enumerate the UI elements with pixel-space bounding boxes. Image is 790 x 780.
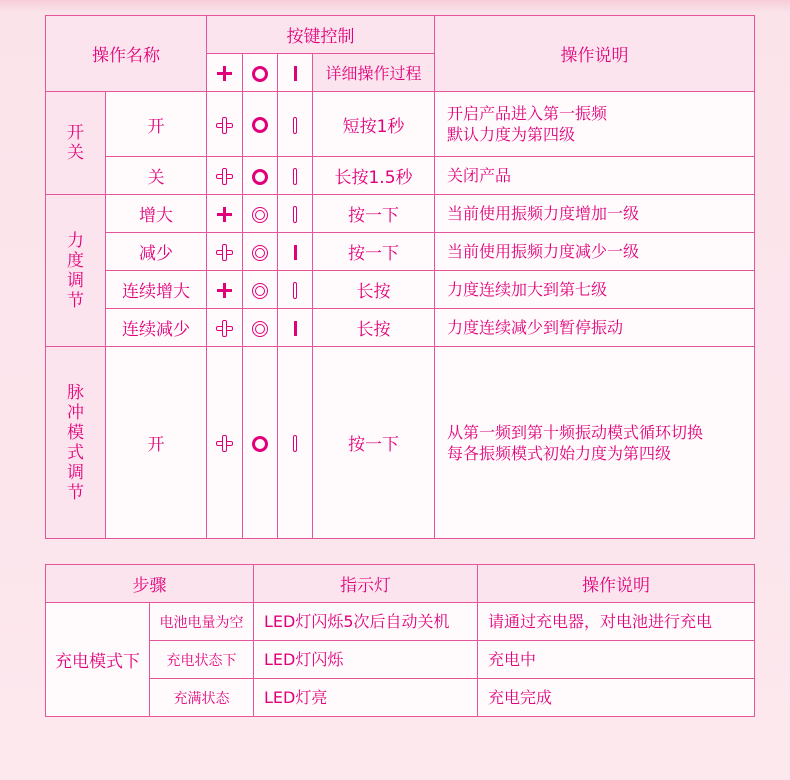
minus-icon-cell bbox=[278, 233, 313, 271]
operation-process: 长按1.5秒 bbox=[313, 157, 435, 195]
operation-process: 长按 bbox=[313, 271, 435, 309]
button-control-header: 按键控制 bbox=[207, 16, 435, 54]
plus-icon bbox=[216, 320, 233, 337]
section-label-text: 开关 bbox=[67, 123, 84, 163]
circle-icon bbox=[252, 117, 268, 133]
minus-icon bbox=[293, 117, 297, 134]
charge-description: 充电完成 bbox=[478, 679, 755, 717]
charge-state: 充满状态 bbox=[150, 679, 254, 717]
charge-state: 充电状态下 bbox=[150, 641, 254, 679]
indicator-status: LED灯闪烁5次后自动关机 bbox=[254, 603, 478, 641]
plus-icon-cell bbox=[207, 233, 243, 271]
operation-name: 开 bbox=[106, 92, 207, 157]
minus-icon-cell bbox=[278, 195, 313, 233]
operation-name: 连续增大 bbox=[106, 271, 207, 309]
description-line: 关闭产品 bbox=[447, 166, 512, 185]
operation-description bbox=[435, 271, 755, 309]
circle-header-cell bbox=[243, 54, 278, 92]
description-line: 每各振频模式初始力度为第四级 bbox=[447, 443, 672, 463]
plus-icon bbox=[216, 168, 233, 185]
minus-icon bbox=[294, 321, 297, 336]
description-line: 力度连续减少到暂停振动 bbox=[447, 318, 624, 337]
charge-mode-label: 充电模式下 bbox=[46, 603, 150, 717]
description-line: 开启产品进入第一振频 bbox=[447, 104, 608, 123]
description-line: 从第一频到第十频振动模式循环切换 bbox=[447, 422, 704, 442]
operation-description bbox=[435, 92, 755, 157]
circle-icon-cell bbox=[243, 233, 278, 271]
minus-header-cell bbox=[278, 54, 313, 92]
circle-icon bbox=[252, 66, 268, 82]
operation-description bbox=[435, 233, 755, 271]
description-line: 力度连续加大到第七级 bbox=[447, 280, 608, 299]
table-row bbox=[46, 679, 755, 717]
circle-icon-cell bbox=[243, 309, 278, 347]
operation-name: 增大 bbox=[106, 195, 207, 233]
minus-icon bbox=[293, 168, 297, 185]
charge-description: 请通过充电器，对电池进行充电 bbox=[478, 603, 755, 641]
table-row bbox=[46, 603, 755, 641]
circle-icon-cell bbox=[243, 271, 278, 309]
plus-icon-cell bbox=[207, 157, 243, 195]
plus-icon-cell bbox=[207, 271, 243, 309]
plus-icon bbox=[217, 207, 232, 222]
section-label bbox=[46, 347, 106, 539]
op-name-header: 操作名称 bbox=[46, 16, 207, 92]
indicator-header: 指示灯 bbox=[254, 565, 478, 603]
operation-name: 减少 bbox=[106, 233, 207, 271]
plus-icon-cell bbox=[207, 195, 243, 233]
plus-icon bbox=[216, 244, 233, 261]
operation-process: 按一下 bbox=[313, 233, 435, 271]
op-desc-header: 操作说明 bbox=[435, 16, 755, 92]
indicator-status: LED灯闪烁 bbox=[254, 641, 478, 679]
section-label-text: 力度调节 bbox=[67, 230, 84, 311]
section-label bbox=[46, 195, 106, 347]
circle-icon bbox=[252, 436, 268, 452]
operation-table bbox=[45, 15, 755, 539]
description-line: 当前使用振频力度减少一级 bbox=[447, 242, 640, 261]
description-line: 当前使用振频力度增加一级 bbox=[447, 204, 640, 223]
circle-icon bbox=[252, 207, 268, 223]
circle-icon-cell bbox=[243, 195, 278, 233]
plus-icon bbox=[217, 66, 232, 81]
section-label-text: 脉冲模式调节 bbox=[67, 382, 84, 503]
charge-table bbox=[45, 564, 755, 717]
charge-state: 电池电量为空 bbox=[150, 603, 254, 641]
operation-description bbox=[435, 347, 755, 539]
minus-icon bbox=[294, 245, 297, 260]
table-row bbox=[46, 233, 755, 271]
table-row bbox=[46, 347, 755, 539]
minus-icon bbox=[293, 435, 297, 452]
minus-icon bbox=[293, 206, 297, 223]
operation-process: 短按1秒 bbox=[313, 92, 435, 157]
operation-process: 按一下 bbox=[313, 195, 435, 233]
section-label bbox=[46, 92, 106, 195]
table-row bbox=[46, 92, 755, 157]
circle-icon bbox=[252, 169, 268, 185]
minus-icon-cell bbox=[278, 92, 313, 157]
plus-icon-cell bbox=[207, 347, 243, 539]
plus-header-cell bbox=[207, 54, 243, 92]
detail-process-header: 详细操作过程 bbox=[313, 54, 435, 92]
minus-icon bbox=[293, 282, 297, 299]
plus-icon-cell bbox=[207, 309, 243, 347]
plus-icon bbox=[217, 283, 232, 298]
description-line: 默认力度为第四级 bbox=[447, 125, 576, 144]
circle-icon-cell bbox=[243, 347, 278, 539]
charge-description: 充电中 bbox=[478, 641, 755, 679]
operation-name: 连续减少 bbox=[106, 309, 207, 347]
step-header: 步骤 bbox=[46, 565, 254, 603]
table-row bbox=[46, 157, 755, 195]
table-row bbox=[46, 271, 755, 309]
plus-icon-cell bbox=[207, 92, 243, 157]
minus-icon-cell bbox=[278, 347, 313, 539]
table-row bbox=[46, 195, 755, 233]
minus-icon bbox=[294, 66, 297, 81]
circle-icon bbox=[252, 321, 268, 337]
circle-icon bbox=[252, 283, 268, 299]
charge-desc-header: 操作说明 bbox=[478, 565, 755, 603]
circle-icon bbox=[252, 245, 268, 261]
operation-process: 长按 bbox=[313, 309, 435, 347]
table-row bbox=[46, 309, 755, 347]
operation-name: 关 bbox=[106, 157, 207, 195]
plus-icon bbox=[216, 435, 233, 452]
minus-icon-cell bbox=[278, 157, 313, 195]
plus-icon bbox=[216, 117, 233, 134]
operation-process: 按一下 bbox=[313, 347, 435, 539]
circle-icon-cell bbox=[243, 157, 278, 195]
minus-icon-cell bbox=[278, 271, 313, 309]
indicator-status: LED灯亮 bbox=[254, 679, 478, 717]
circle-icon-cell bbox=[243, 92, 278, 157]
minus-icon-cell bbox=[278, 309, 313, 347]
operation-description bbox=[435, 309, 755, 347]
operation-name: 开 bbox=[106, 347, 207, 539]
table-row bbox=[46, 641, 755, 679]
operation-description bbox=[435, 157, 755, 195]
operation-description bbox=[435, 195, 755, 233]
